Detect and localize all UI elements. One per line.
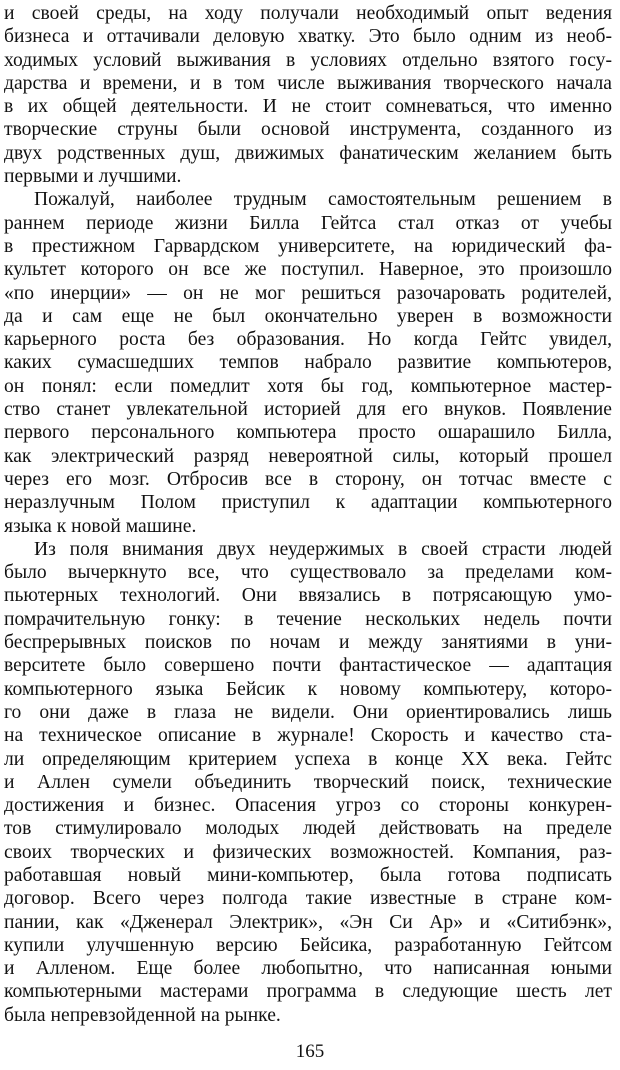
text-line: на техническое описание в журнале! Скорость и качество ста- xyxy=(4,725,612,747)
text-line: тов стимулировало молодых людей действовать на пределе xyxy=(4,818,612,840)
text-line: творческие струны были основой инструмента, созданного из xyxy=(4,119,612,141)
text-line: каких сумасшедших темпов набрало развитие компьютеров, xyxy=(4,352,612,374)
text-line: и своей среды, на ходу получали необходимый опыт ведения xyxy=(4,3,612,24)
text-line: как электрический разряд невероятной силы, который прошел xyxy=(4,445,612,467)
text-line: в их общей деятельности. И не стоит сомневаться, что именно xyxy=(4,96,612,118)
text-line: да и сам еще не был окончательно уверен в возможности xyxy=(4,305,612,327)
text-line: бизнеса и оттачивали деловую хватку. Это было одним из необ- xyxy=(4,26,612,48)
text-line: дарства и времени, и в том числе выживания творческого начала xyxy=(4,72,612,94)
text-line: раннем периоде жизни Билла Гейтса стал отказ от учебы xyxy=(4,212,612,234)
text-line: культет которого он все же поступил. Наверное, это произошло xyxy=(4,259,612,281)
text-line: он понял: если помедлит хотя бы год, компьютерное мастер- xyxy=(4,375,612,397)
paragraph xyxy=(4,538,612,1027)
text-line: компьютерными мастерами программа в следующие шесть лет xyxy=(4,981,612,1003)
text-line: первыми и лучшими. xyxy=(4,166,182,188)
text-line: Пожалуй, наиболее трудным самостоятельным решением в xyxy=(34,189,612,211)
paragraph xyxy=(4,188,612,537)
text-line: в престижном Гарвардском университете, на юридический фа- xyxy=(4,235,612,257)
text-line: верситете было совершено почти фантастическое — адаптация xyxy=(4,655,612,677)
text-body xyxy=(4,2,612,1027)
text-line: Из поля внимания двух неудержимых в своей страсти людей xyxy=(34,538,612,560)
text-line: компьютерного языка Бейсик к новому компьютеру, которо- xyxy=(4,678,612,700)
text-line: «по инерции» — он не мог решиться разочаровать родителей, xyxy=(4,282,612,304)
text-line: было вычеркнуто все, что существовало за пределами ком- xyxy=(4,562,612,584)
text-line: беспрерывных поисков по ночам и между занятиями в уни- xyxy=(4,632,612,654)
text-line: достижения и бизнес. Опасения угроз со стороны конкурен- xyxy=(4,795,612,817)
text-line: двух родственных душ, движимых фанатическим желанием быть xyxy=(4,142,612,164)
text-line: помрачительную гонку: в течение нескольких недель почти xyxy=(4,608,612,630)
text-line: и Алленом. Еще более любопытно, что написанная юными xyxy=(4,958,612,980)
text-line: первого персонального компьютера просто ошарашило Билла, xyxy=(4,422,612,444)
text-line: неразлучным Полом приступил к адаптации компьютерного xyxy=(4,492,612,514)
text-line: через его мозг. Отбросив все в сторону, он тотчас вместе с xyxy=(4,468,612,490)
text-line: купили улучшенную версию Бейсика, разработанную Гейтсом xyxy=(4,934,612,956)
text-line: работавшая новый мини-компьютер, была готова подписать xyxy=(4,864,612,886)
text-line: ходимых условий выживания в условиях отдельно взятого госу- xyxy=(4,49,612,71)
text-line: ли определяющим критерием успеха в конце XX века. Гейтс xyxy=(4,748,612,770)
text-line: пании, как «Дженерал Электрик», «Эн Си Ар» и «Ситибэнк», xyxy=(4,911,612,933)
text-line: своих творческих и физических возможностей. Компания, раз- xyxy=(4,841,612,863)
text-line: была непревзойденной на рынке. xyxy=(4,1004,281,1026)
page-number: 165 xyxy=(295,1041,325,1062)
text-line: карьерного роста без образования. Но когда Гейтс увидел, xyxy=(4,329,612,351)
paragraph xyxy=(4,2,612,188)
text-line: языка к новой машине. xyxy=(4,515,197,537)
text-line: и Аллен сумели объединить творческий поиск, технические xyxy=(4,771,612,793)
text-line: ство станет увлекательной историей для его внуков. Появление xyxy=(4,399,612,421)
text-line: пьютерных технологий. Они ввязались в потрясающую умо- xyxy=(4,585,612,607)
text-line: договор. Всего через полгода такие известные в стране ком- xyxy=(4,888,612,910)
text-line: го они даже в глаза не видели. Они ориентировались лишь xyxy=(4,701,612,723)
